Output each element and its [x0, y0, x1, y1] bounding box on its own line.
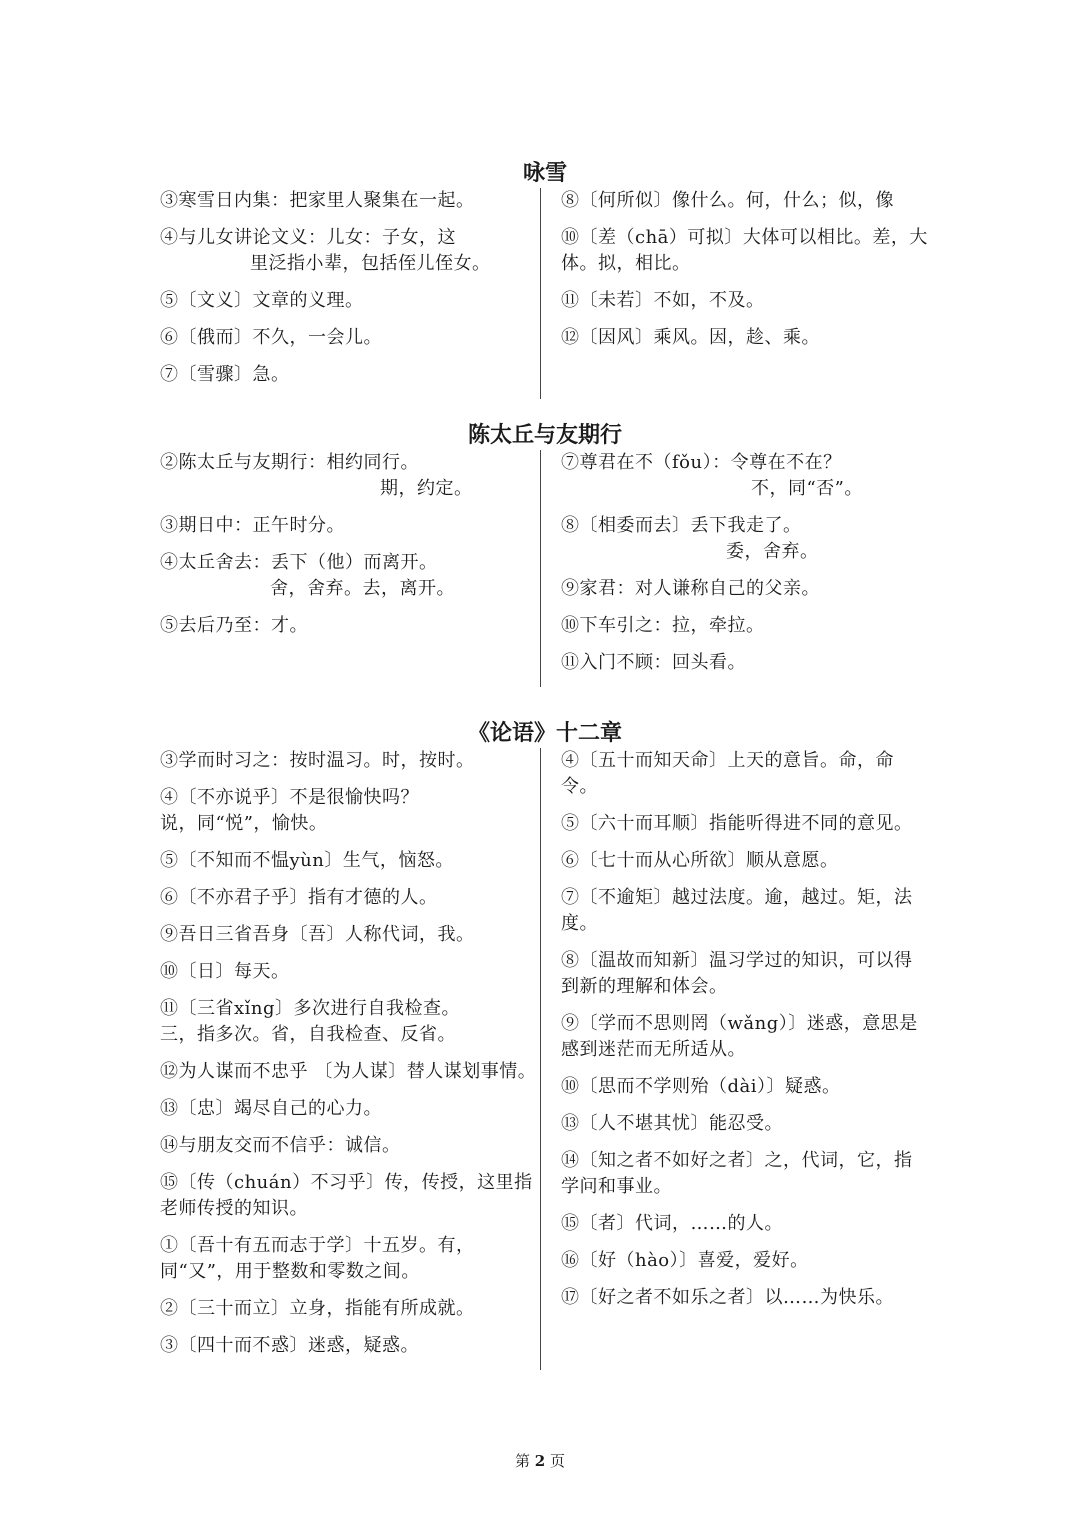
note-entry: [561, 325, 930, 351]
note-text: ⑤〔不知而不愠yùn〕生气，恼怒。: [160, 850, 454, 871]
note-entry: [160, 996, 539, 1048]
section-title: 《论语》十二章: [467, 721, 622, 746]
note-text: ⑦尊君在不（fǒu）：令尊在不在？: [560, 452, 842, 473]
note-text: ④〔不亦说乎〕不是很愉快吗？: [160, 787, 419, 808]
page-suffix: 页: [550, 1452, 566, 1470]
note-text: ⑧〔相委而去〕丢下我走了。: [560, 515, 802, 536]
two-column-notes: [160, 450, 930, 687]
note-entry: [160, 1059, 539, 1085]
note-text: ③期日中：正午时分。: [160, 515, 345, 536]
note-text: ⑪〔未若〕不如，不及。: [560, 290, 765, 311]
note-entry: [561, 948, 930, 1000]
note-text: ②〔三十而立〕立身，指能有所成就。: [160, 1298, 475, 1319]
note-entry: [561, 576, 930, 602]
note-entry: [160, 1096, 539, 1122]
note-entry: [561, 1074, 930, 1100]
note-entry: [160, 959, 539, 985]
note-text: ⑤去后乃至：才。: [160, 615, 308, 636]
note-entry: [160, 188, 539, 214]
note-entry: [160, 362, 539, 388]
note-entry: [561, 885, 930, 937]
note-text: ⑫为人谋而不忠乎 〔为人谋〕替人谋划事情。: [160, 1061, 537, 1082]
note-entry: [160, 885, 539, 911]
note-text: ⑩〔日〕每天。: [160, 961, 290, 982]
note-entry: [160, 848, 539, 874]
section-lunyu: [160, 720, 930, 1370]
note-text: ③〔四十而不惑〕迷惑，疑惑。: [160, 1335, 419, 1356]
section-title: 咏雪: [522, 161, 567, 186]
section-title: 陈太丘与友期行: [467, 423, 622, 448]
note-text: ⑪〔三省xǐng〕多次进行自我检查。: [160, 998, 461, 1019]
note-text: ⑤〔六十而耳顺〕指能听得进不同的意见。: [560, 813, 913, 834]
page-number-value: 2: [534, 1452, 546, 1470]
note-entry: [160, 325, 539, 351]
note-entry: [160, 1296, 539, 1322]
note-text: ⑰〔好之者不如乐之者〕以……为快乐。: [560, 1287, 894, 1308]
note-entry: [561, 288, 930, 314]
note-text: ⑦〔雪骤〕急。: [160, 364, 290, 385]
right-column: [547, 188, 930, 399]
section-chentaiqiu: [160, 422, 930, 687]
note-entry: [561, 1111, 930, 1137]
note-entry: [160, 225, 539, 277]
two-column-notes: [160, 748, 930, 1370]
note-text: ⑥〔俄而〕不久，一会儿。: [160, 327, 382, 348]
note-entry: [561, 513, 930, 565]
note-text: ⑥〔七十而从心所欲〕顺从意愿。: [560, 850, 839, 871]
right-column: [547, 450, 930, 687]
right-column: [547, 748, 930, 1370]
note-text: ⑫〔因风〕乘风。因，趁、乘。: [560, 327, 820, 348]
note-text: ⑯〔好（hào）〕喜爱，爱好。: [560, 1250, 809, 1271]
note-text: ⑬〔人不堪其忧〕能忍受。: [560, 1113, 783, 1134]
page-number: [0, 1450, 1080, 1471]
note-subtext: 舍，舍弃。去，离开。: [270, 578, 455, 599]
note-text: ⑧〔温故而知新〕温习学过的知识，可以得到新的理解和体会。: [560, 950, 913, 997]
note-entry: [561, 848, 930, 874]
note-entry: [160, 922, 539, 948]
note-text: ⑩〔思而不学则殆（dài）〕疑惑。: [560, 1076, 841, 1097]
note-text: ⑩下车引之：拉，牵拉。: [560, 615, 765, 636]
note-text: ⑨吾日三省吾身〔吾〕人称代词，我。: [160, 924, 475, 945]
two-column-notes: [160, 188, 930, 399]
left-column: [160, 748, 547, 1370]
note-text: ⑨家君：对人谦称自己的父亲。: [560, 578, 820, 599]
page-prefix: 第: [514, 1452, 530, 1470]
note-text: ⑦〔不逾矩〕越过法度。逾，越过。矩，法度。: [560, 887, 913, 934]
note-entry: [561, 188, 930, 214]
note-text: ⑪入门不顾：回头看。: [560, 652, 746, 673]
note-entry: [160, 1233, 539, 1285]
note-subtext: 三，指多次。省，自我检查、反省。: [160, 1024, 456, 1045]
section-yongxue: [160, 160, 930, 399]
note-text: ⑭〔知之者不如好之者〕之，代词，它，指学问和事业。: [560, 1150, 913, 1197]
note-entry: [561, 1248, 930, 1274]
note-text: ⑤〔文义〕文章的义理。: [160, 290, 364, 311]
note-text: ③寒雪日内集：把家里人聚集在一起。: [160, 190, 475, 211]
note-text: ⑮〔者〕代词，……的人。: [560, 1213, 783, 1234]
note-entry: [561, 1211, 930, 1237]
note-entry: [160, 1133, 539, 1159]
note-text: ⑧〔何所似〕像什么。何，什么；似，像: [560, 190, 894, 211]
note-text: ②陈太丘与友期行：相约同行。: [160, 452, 419, 473]
note-subtext: 不，同“否”。: [750, 478, 863, 499]
note-entry: [160, 613, 539, 639]
note-text: ⑬〔忠〕竭尽自己的心力。: [160, 1098, 382, 1119]
note-subtext: 里泛指小辈，包括侄儿侄女。: [250, 253, 491, 274]
note-entry: [561, 1285, 930, 1311]
note-entry: [160, 288, 539, 314]
note-entry: [561, 650, 930, 676]
note-entry: [160, 785, 539, 837]
note-entry: [160, 1333, 539, 1359]
note-text: ⑨〔学而不思则罔（wǎng）〕迷惑，意思是感到迷茫而无所适从。: [560, 1013, 918, 1060]
note-text: ⑭与朋友交而不信乎：诚信。: [160, 1135, 401, 1156]
note-subtext: 期，约定。: [380, 478, 473, 499]
left-column: [160, 450, 547, 687]
note-entry: [561, 1148, 930, 1200]
note-entry: [160, 513, 539, 539]
note-subtext: 说，同“悦”，愉快。: [160, 813, 328, 834]
note-text: ④太丘舍去：丢下（他）而离开。: [160, 552, 438, 573]
note-text: ④〔五十而知天命〕上天的意旨。命，命令。: [560, 750, 894, 797]
note-text: ⑥〔不亦君子乎〕指有才德的人。: [160, 887, 438, 908]
note-entry: [561, 811, 930, 837]
note-entry: [160, 550, 539, 602]
note-entry: [561, 1011, 930, 1063]
note-entry: [561, 748, 930, 800]
note-entry: [160, 450, 539, 502]
note-text: ④与儿女讲论文义：儿女：子女，这: [160, 227, 456, 248]
note-entry: [160, 748, 539, 774]
note-entry: [561, 450, 930, 502]
note-text: ⑩〔差（chā）可拟〕大体可以相比。差，大体。拟，相比。: [560, 227, 928, 274]
note-entry: [561, 225, 930, 277]
note-text: ③学而时习之：按时温习。时，按时。: [160, 750, 475, 771]
note-entry: [561, 613, 930, 639]
left-column: [160, 188, 547, 399]
note-text: ①〔吾十有五而志于学〕十五岁。有，同“又”，用于整数和零数之间。: [160, 1235, 475, 1282]
note-subtext: 委，舍弃。: [725, 541, 819, 562]
note-entry: [160, 1170, 539, 1222]
note-text: ⑮〔传（chuán）不习乎〕传，传授，这里指老师传授的知识。: [160, 1172, 533, 1219]
